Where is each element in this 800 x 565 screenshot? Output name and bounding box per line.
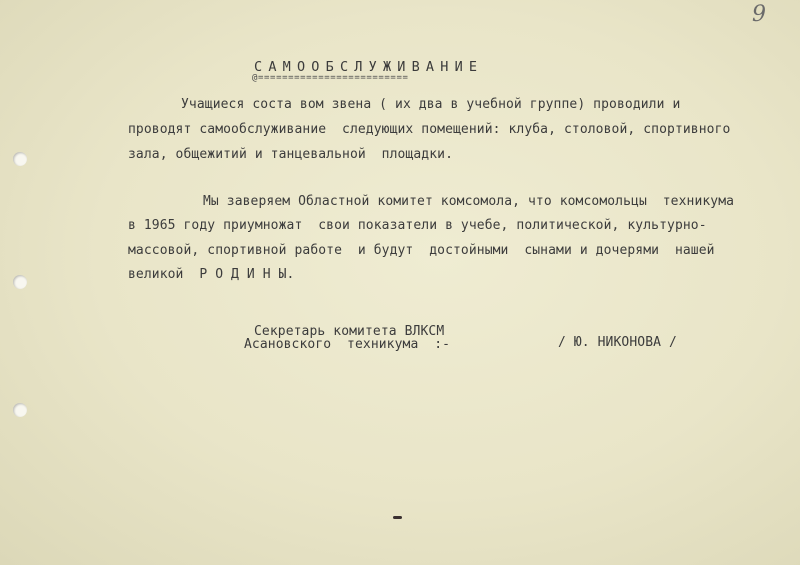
paragraph2-line: в 1965 году приумножат свои показатели в учебе, политической, культурно-	[128, 218, 707, 233]
paragraph2-line: великой Р О Д И Н Ы.	[128, 267, 295, 282]
title-underline: @=========================	[252, 73, 409, 83]
page-number: 9	[752, 2, 766, 27]
paragraph2-line: массовой, спортивной работе и будут достойными сынами и дочерями нашей	[128, 243, 715, 258]
ink-mark	[393, 516, 402, 519]
paragraph1-line: проводят самообслуживание следующих помещений: клуба, столовой, спортивного	[128, 122, 731, 137]
signature-position: Секретарь комитета ВЛКСМ	[254, 324, 445, 339]
paragraph1-line: зала, общежитий и танцевальной площадки.	[128, 147, 453, 162]
document-title: САМООБСЛУЖИВАНИЕ	[254, 59, 484, 75]
paragraph1-line: Учащиеся соста вом звена ( их два в учебной группе) проводили и	[181, 97, 681, 112]
signature-name: / Ю. НИКОНОВА /	[558, 335, 677, 350]
paragraph2-line: Мы заверяем Областной комитет комсомола, что комсомольцы техникума	[203, 194, 735, 209]
signature-position: Асановского техникума :-	[244, 337, 451, 352]
punch-hole	[13, 403, 27, 417]
punch-hole	[13, 152, 27, 166]
punch-hole	[13, 275, 27, 289]
